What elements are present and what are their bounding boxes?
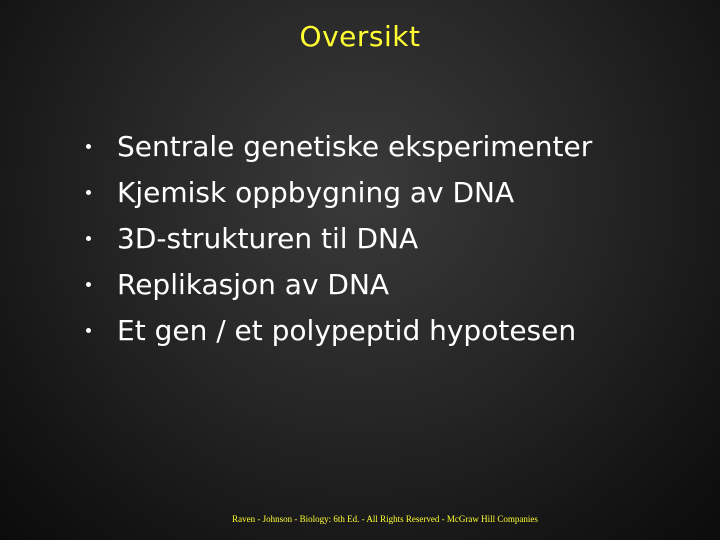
- bullet-text: 3D-strukturen til DNA: [117, 221, 419, 255]
- bullet-list: [80, 123, 592, 353]
- bullet-text: Replikasjon av DNA: [117, 267, 390, 301]
- bullet-point-icon: [86, 282, 91, 287]
- bullet-point-icon: [86, 190, 91, 195]
- bullet-item: [80, 261, 592, 307]
- bullet-item: [80, 215, 592, 261]
- bullet-text: Kjemisk oppbygning av DNA: [117, 175, 515, 209]
- bullet-text: Sentrale genetiske eksperimenter: [117, 129, 593, 163]
- bullet-item: [80, 307, 592, 353]
- slide-title: Oversikt: [299, 20, 421, 53]
- bullet-item: [80, 169, 592, 215]
- bullet-point-icon: [86, 236, 91, 241]
- bullet-item: [80, 123, 592, 169]
- bullet-point-icon: [86, 144, 91, 149]
- bullet-point-icon: [86, 328, 91, 333]
- copyright-footer: Raven - Johnson - Biology: 6th Ed. - All Rights Reserved - McGraw Hill Companies: [232, 514, 538, 524]
- bullet-text: Et gen / et polypeptid hypotesen: [117, 313, 577, 347]
